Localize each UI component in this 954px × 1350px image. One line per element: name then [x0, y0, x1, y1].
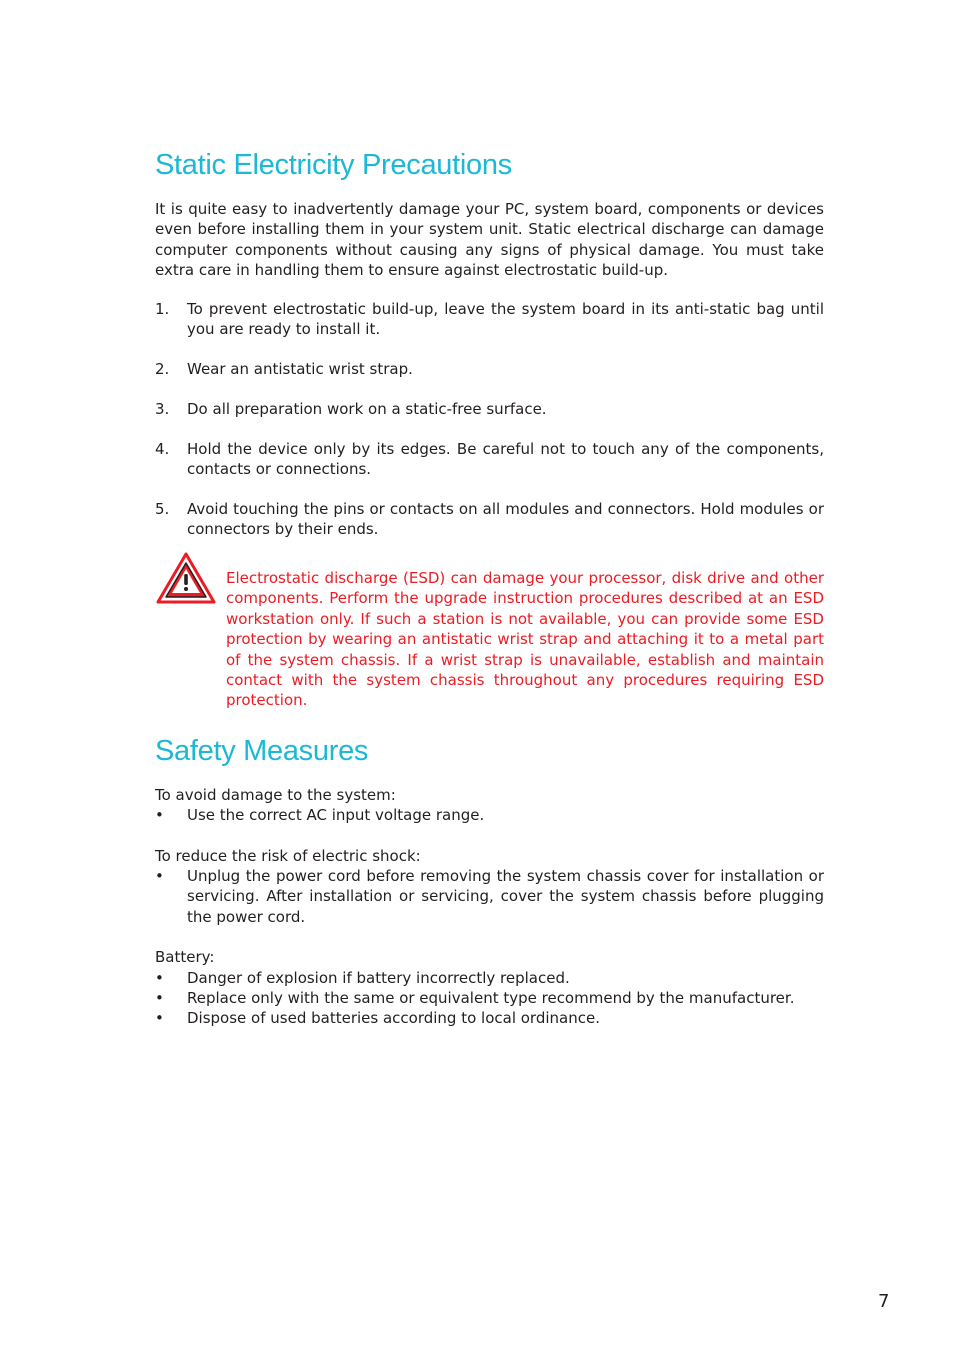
step-item — [155, 399, 824, 419]
warning-triangle-icon — [156, 552, 216, 606]
step-item — [155, 359, 824, 379]
step-text: To prevent electrostatic build-up, leave the system board in its anti-static bag until you are ready to install it. — [187, 299, 824, 339]
step-text: Do all preparation work on a static-free surface. — [187, 399, 547, 418]
bullet-text: Replace only with the same or equivalent type recommend by the manufacturer. — [187, 988, 795, 1007]
step-number: 4. — [155, 439, 170, 458]
bullet-list — [155, 968, 824, 1029]
bullet-dot: • — [155, 1009, 164, 1028]
step-item — [155, 299, 824, 340]
bullet-text: Unplug the power cord before removing the system chassis cover for installation or servicing. After installation or servicing, cover the system chassis before plugging the power cord. — [187, 866, 824, 926]
intro-paragraph: It is quite easy to inadvertently damage your PC, system board, components or devices even before installing them in your system unit. Static electrical discharge can damage computer components without causing any signs of physical damage. You must take extra care in handling them to ensure against electrostatic build-up. — [155, 200, 824, 280]
safety-group-lead: To reduce the risk of electric shock: — [155, 846, 421, 865]
bullet-item — [155, 988, 824, 1008]
bullet-item — [155, 805, 824, 825]
section-title-safety-measures: Safety Measures — [155, 734, 369, 767]
section-title-static-electricity: Static Electricity Precautions — [155, 149, 512, 181]
warning-text: Electrostatic discharge (ESD) can damage your processor, disk drive and other components. Perform the upgrade instruction procedures described at an ESD workstation only. If such a station is not available, you can provide some ESD protection by wearing an antistatic wrist strap and attaching it to a metal part of the system chassis. If a wrist strap is unavailable, establish and maintain contact with the system chassis throughout any procedures requiring ESD protection. — [226, 568, 824, 710]
step-number: 1. — [155, 299, 170, 318]
bullet-dot: • — [155, 988, 164, 1007]
step-item — [155, 439, 824, 480]
bullet-list — [155, 866, 824, 927]
step-number: 2. — [155, 359, 170, 378]
bullet-dot: • — [155, 806, 164, 825]
page-number: 7 — [878, 1291, 890, 1312]
bullet-list — [155, 805, 824, 825]
bullet-item — [155, 968, 824, 988]
step-text: Wear an antistatic wrist strap. — [187, 359, 413, 378]
safety-group — [155, 947, 824, 1029]
bullet-item — [155, 1008, 824, 1028]
bullet-text: Use the correct AC input voltage range. — [187, 806, 485, 825]
step-number: 5. — [155, 500, 170, 519]
precaution-steps — [155, 299, 824, 540]
page-content — [155, 138, 824, 1029]
safety-group-lead: Battery: — [155, 948, 215, 967]
bullet-dot: • — [155, 968, 164, 987]
safety-group-lead: To avoid damage to the system: — [155, 785, 396, 804]
bullet-text: Danger of explosion if battery incorrectly replaced. — [187, 968, 570, 987]
step-item — [155, 499, 824, 540]
step-number: 3. — [155, 399, 170, 418]
step-text: Avoid touching the pins or contacts on all modules and connectors. Hold modules or connectors by their ends. — [187, 500, 824, 539]
bullet-item — [155, 866, 824, 927]
safety-group — [155, 846, 824, 928]
esd-warning — [155, 568, 824, 711]
safety-group — [155, 785, 824, 826]
bullet-dot: • — [155, 866, 164, 885]
step-text: Hold the device only by its edges. Be careful not to touch any of the components, contacts or connections. — [187, 439, 824, 479]
bullet-text: Dispose of used batteries according to local ordinance. — [187, 1009, 600, 1028]
